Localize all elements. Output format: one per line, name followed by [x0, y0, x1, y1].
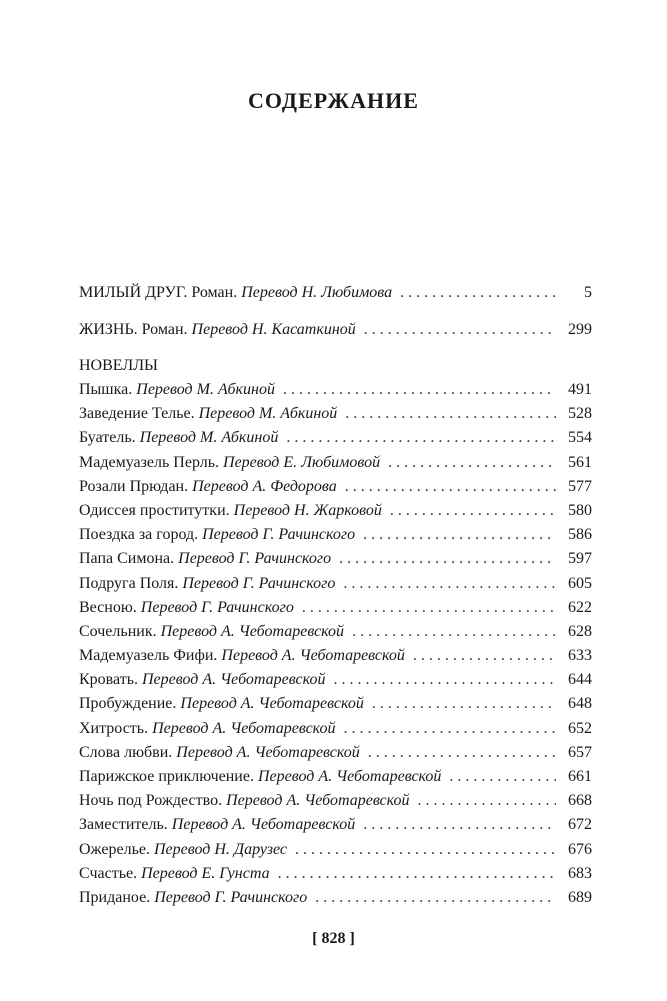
- page-number: 652: [568, 719, 592, 737]
- dot-leader: [390, 499, 556, 523]
- dot-leader: [345, 475, 556, 499]
- page-number: 672: [568, 816, 592, 834]
- toc-entry[interactable]: Хитрость. Перевод А. Чеботаревской . . . 652: [79, 717, 592, 741]
- toc-entry[interactable]: Весною. Перевод Г. Рачинского . . . 622: [79, 596, 592, 620]
- toc-entry[interactable]: Папа Симона. Перевод Г. Рачинского . . . 597: [79, 547, 592, 571]
- toc-entry[interactable]: Заместитель. Перевод А. Чеботаревской . . . 672: [79, 813, 592, 837]
- toc-entry[interactable]: Пышка. Перевод М. Абкиной . . . 491: [79, 378, 592, 402]
- dot-leader: [339, 547, 556, 571]
- page-number: 648: [568, 695, 592, 713]
- page-number: 605: [568, 574, 592, 592]
- toc-entry[interactable]: Буатель. Перевод М. Абкиной . . . 554: [79, 426, 592, 450]
- page-number: 528: [568, 405, 592, 423]
- dot-leader: [343, 572, 556, 596]
- dot-leader: [388, 451, 556, 475]
- page-number: 580: [568, 501, 592, 519]
- dot-leader: [352, 620, 556, 644]
- toc-entry[interactable]: Пробуждение. Перевод А. Чеботаревской . . . 648: [79, 692, 592, 716]
- toc-entry[interactable]: Ночь под Рождество. Перевод А. Чеботаревской . . . 668: [79, 789, 592, 813]
- page-number: 644: [568, 671, 592, 689]
- dot-leader: [295, 838, 556, 862]
- page-number: 586: [568, 526, 592, 544]
- toc-entry[interactable]: Одиссея проститутки. Перевод Н. Жарковой . . . 580: [79, 499, 592, 523]
- page-number: 628: [568, 622, 592, 640]
- page-number: 561: [568, 453, 592, 471]
- section-header: НОВЕЛЛЫ: [79, 357, 158, 374]
- dot-leader: [302, 596, 556, 620]
- page-number: 661: [568, 768, 592, 785]
- dot-leader: [333, 668, 556, 692]
- toc-entry[interactable]: МИЛЫЙ ДРУГ. Роман. Перевод Н. Любимова . . . 5: [79, 281, 592, 305]
- page-number: 689: [568, 888, 592, 906]
- dot-leader: [368, 741, 556, 765]
- toc-entry[interactable]: Счастье. Перевод Е. Гунста . . . 683: [79, 862, 592, 886]
- novella-list: [79, 378, 592, 910]
- toc-entry[interactable]: Сочельник. Перевод А. Чеботаревской . . . 628: [79, 620, 592, 644]
- page-title: СОДЕРЖАНИЕ: [248, 88, 419, 113]
- toc-entry[interactable]: Подруга Поля. Перевод Г. Рачинского . . . 605: [79, 572, 592, 596]
- toc-entry[interactable]: ЖИЗНЬ. Роман. Перевод Н. Касаткиной . . . 299: [79, 318, 592, 342]
- dot-leader: [363, 523, 556, 547]
- dot-leader: [418, 789, 556, 813]
- toc-entry[interactable]: Приданое. Перевод Г. Рачинского . . . 689: [79, 886, 592, 910]
- dot-leader: [372, 692, 556, 716]
- page-number: 5: [584, 284, 592, 301]
- main-entries: [79, 281, 592, 305]
- page-number: 491: [568, 381, 592, 398]
- page-number: 676: [568, 840, 592, 858]
- toc-entry[interactable]: Кровать. Перевод А. Чеботаревской . . . 644: [79, 668, 592, 692]
- page-number: 597: [568, 550, 592, 568]
- toc-entry[interactable]: Мадемуазель Фифи. Перевод А. Чеботаревской . . . 633: [79, 644, 592, 668]
- toc-entry[interactable]: Розали Прюдан. Перевод А. Федорова . . . 577: [79, 475, 592, 499]
- toc-entry[interactable]: Ожерелье. Перевод Н. Дарузес . . . 676: [79, 838, 592, 862]
- dot-leader: [345, 402, 556, 426]
- dot-leader: [400, 281, 556, 305]
- toc-entry[interactable]: Поездка за город. Перевод Г. Рачинского . . . 586: [79, 523, 592, 547]
- toc-entry[interactable]: Слова любви. Перевод А. Чеботаревской . . . 657: [79, 741, 592, 765]
- dot-leader: [283, 378, 556, 402]
- dot-leader: [344, 717, 556, 741]
- page-number: 554: [568, 429, 592, 447]
- dot-leader: [315, 886, 556, 910]
- dot-leader: [278, 862, 556, 886]
- main-entries-2: [79, 318, 592, 342]
- page-number: 668: [568, 792, 592, 810]
- novellas-section: [79, 354, 592, 910]
- page-number: 633: [568, 647, 592, 665]
- dot-leader: [413, 644, 556, 668]
- page-number: 657: [568, 743, 592, 761]
- toc-entry[interactable]: Заведение Телье. Перевод М. Абкиной . . . 528: [79, 402, 592, 426]
- dot-leader: [363, 813, 556, 837]
- page-footer-number: [ 828 ]: [312, 930, 355, 947]
- page-number: 577: [568, 477, 592, 495]
- toc-entry[interactable]: Парижское приключение. Перевод А. Чеботаревской . . . 661: [79, 765, 592, 789]
- dot-leader: [364, 318, 556, 342]
- toc-entry[interactable]: Мадемуазель Перль. Перевод Е. Любимовой . . . 561: [79, 451, 592, 475]
- dot-leader: [449, 765, 556, 789]
- dot-leader: [286, 426, 556, 450]
- page-number: 683: [568, 864, 592, 882]
- page-number: 622: [568, 598, 592, 616]
- page-number: 299: [568, 321, 592, 338]
